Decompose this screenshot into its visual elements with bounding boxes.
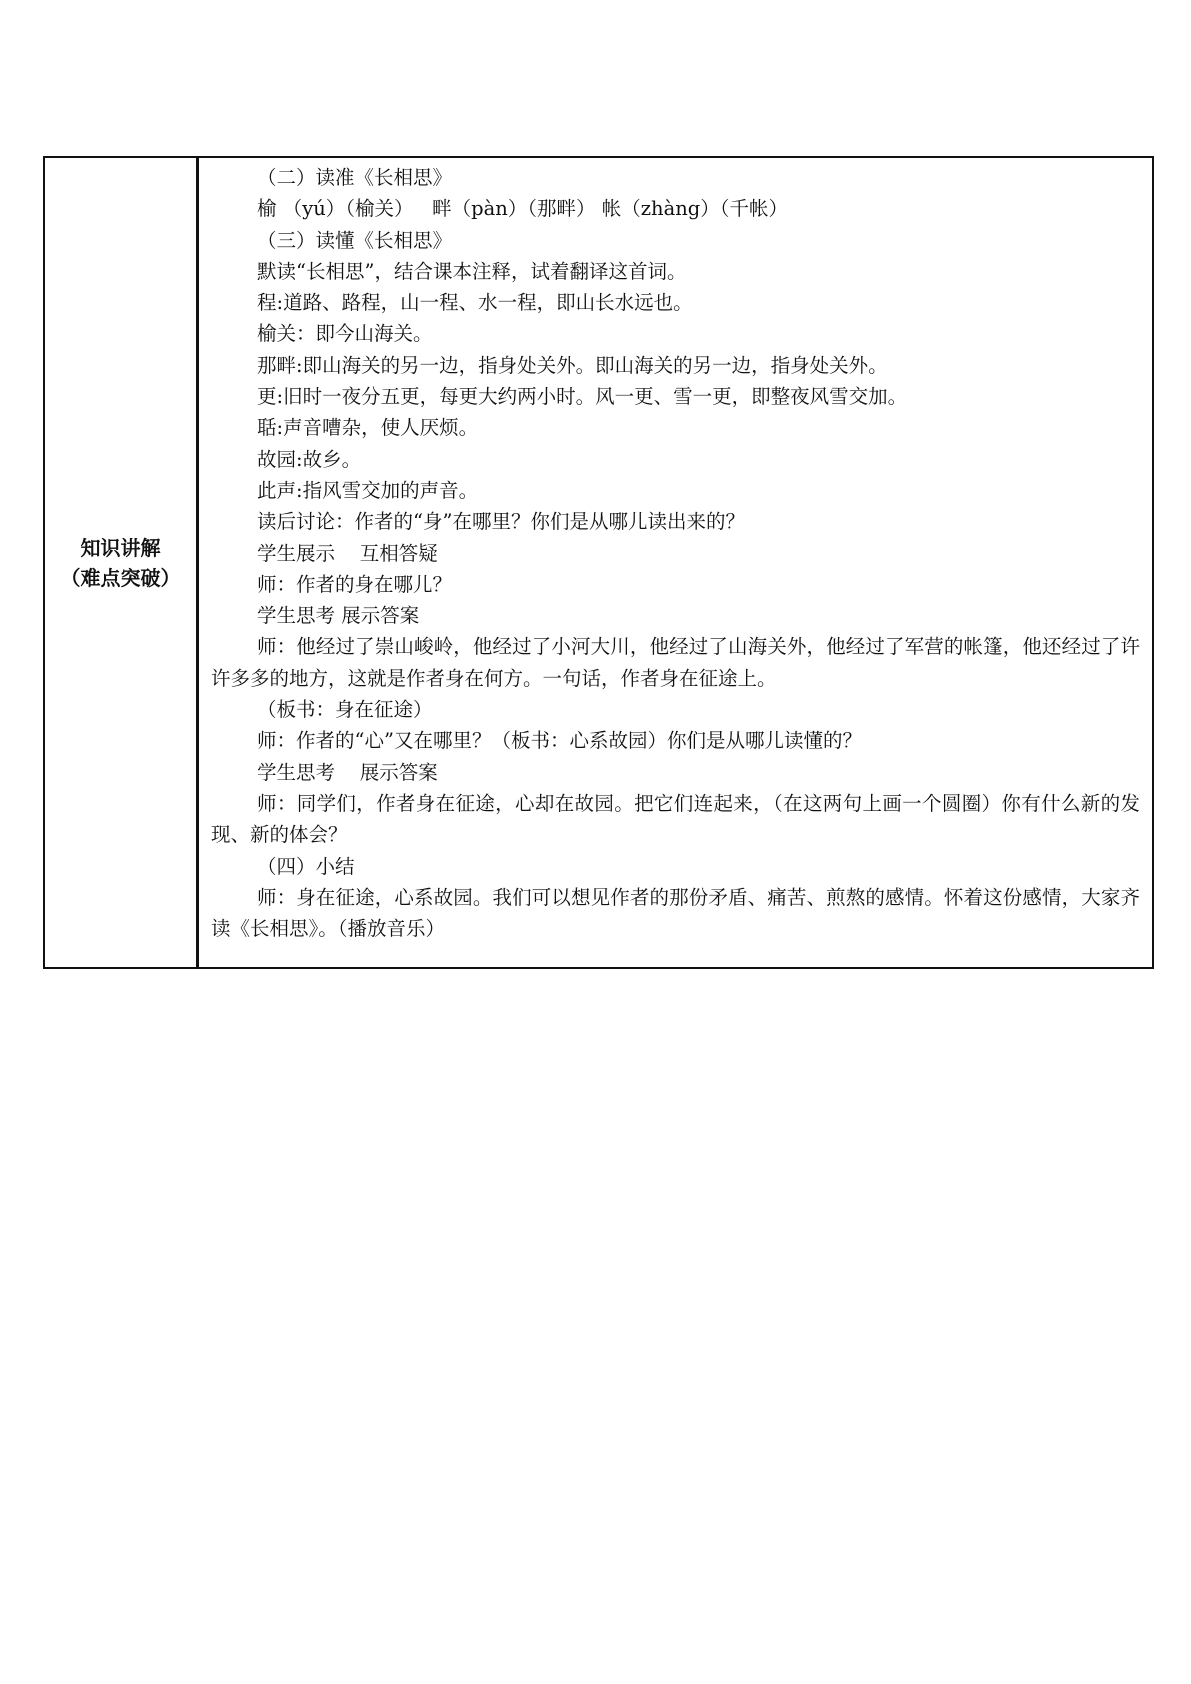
annotation-napan: 那畔:即山海关的另一边，指身处关外。即山海关的另一边，指身处关外。: [257, 353, 888, 377]
discussion-question: 读后讨论：作者的“身”在哪里？你们是从哪儿读出来的？: [257, 510, 745, 534]
blackboard-note-1: （板书：身在征途）: [257, 698, 433, 722]
section-label-title: 知识讲解: [80, 535, 161, 560]
annotation-cheng: 程:道路、路程，山一程、水一程，即山长水远也。: [257, 291, 693, 315]
heading-summary: （四）小结: [257, 854, 355, 878]
heading-read-correctly: （二）读准《长相思》: [257, 166, 453, 189]
content-cell: [199, 158, 1152, 967]
summary-paragraph: 师：身在征途，心系故园。我们可以想见作者的那份矛盾、痛苦、煎熬的感情。怀着这份感情，大家齐读《长相思》。（播放音乐）: [211, 885, 1140, 941]
teacher-question-2: 师：作者的“心”又在哪里？（板书：心系故园）你们是从哪儿读懂的？: [257, 729, 862, 753]
student-activity-1: 学生展示 互相答疑: [257, 541, 438, 565]
student-activity-3: 学生思考 展示答案: [257, 760, 438, 784]
teacher-question-1: 师：作者的身在哪儿？: [257, 572, 453, 596]
lesson-table: [43, 156, 1154, 969]
instruction-line: 默读“长相思”，结合课本注释，试着翻译这首词。: [257, 259, 687, 283]
annotation-yuguan: 榆关：即今山海关。: [257, 322, 433, 346]
section-label-cell: [45, 158, 199, 967]
annotation-geng: 更:旧时一夜分五更，每更大约两小时。风一更、雪一更，即整夜风雪交加。: [257, 385, 908, 409]
pronunciation-line: 榆 （yú）（榆关） 畔（pàn）（那畔） 帐（zhàng）（千帐）: [257, 197, 788, 221]
annotation-guo: 聒:声音嘈杂，使人厌烦。: [257, 416, 479, 440]
teacher-explanation-1: 师：他经过了崇山峻岭，他经过了小河大川，他经过了山海关外，他经过了军营的帐篷，他还经过了许许多多的地方，这就是作者身在何方。一句话，作者身在征途上。: [211, 635, 1140, 690]
annotation-guyuan: 故园:故乡。: [257, 447, 362, 471]
annotation-cisheng: 此声:指风雪交加的声音。: [257, 478, 479, 502]
section-label-subtitle: （难点突破）: [60, 565, 181, 590]
heading-understand: （三）读懂《长相思》: [257, 228, 453, 252]
student-activity-2: 学生思考 展示答案: [257, 604, 420, 628]
teacher-explanation-2: 师：同学们，作者身在征途，心却在故园。把它们连起来，（在这两句上画一个圆圈）你有什么新的发现、新的体会？: [211, 791, 1140, 847]
